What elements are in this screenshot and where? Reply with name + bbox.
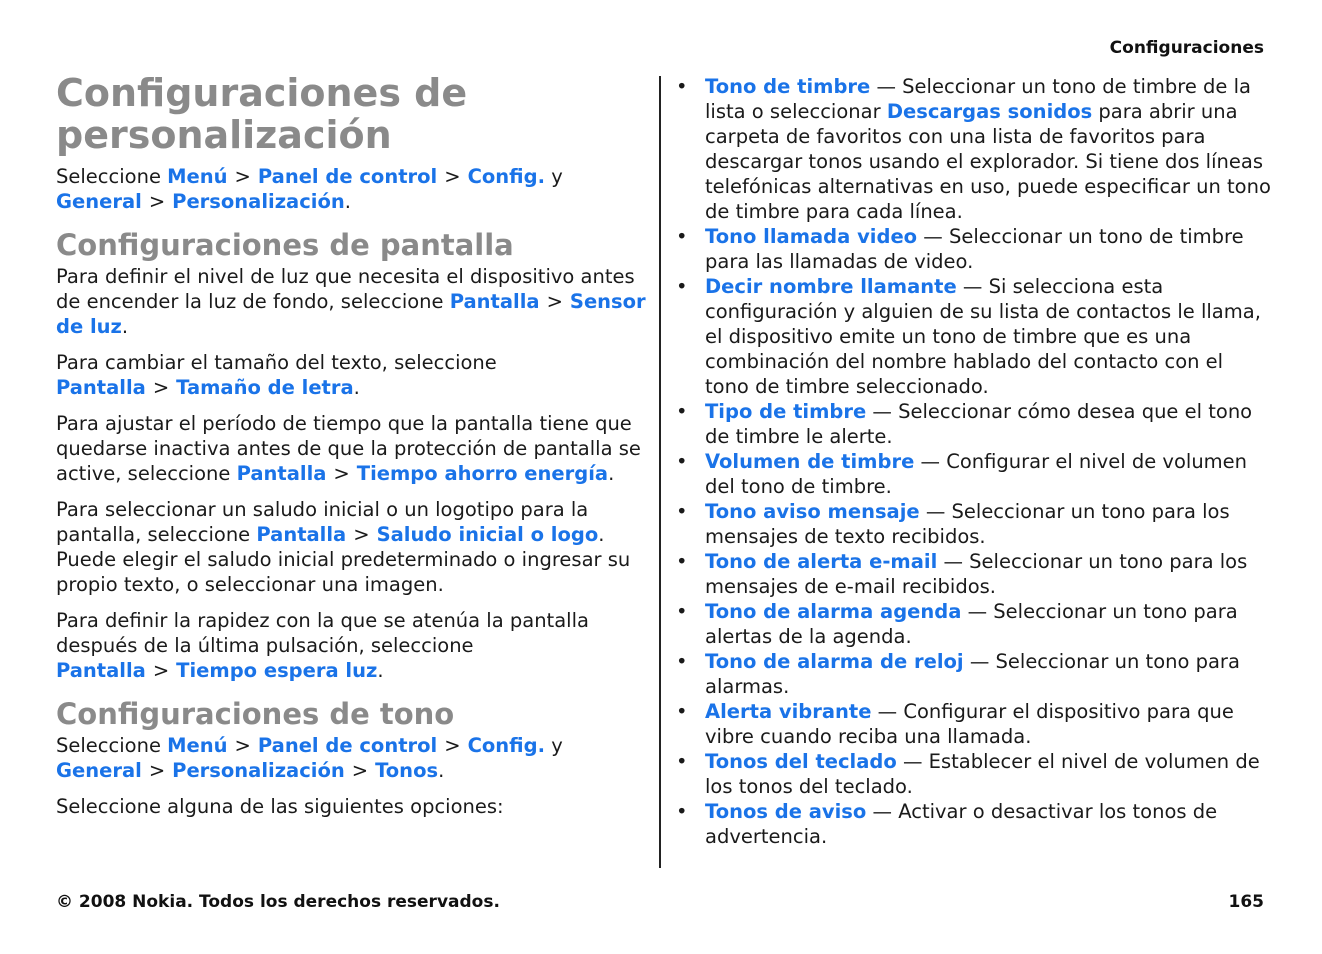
list-item: • Tono de timbre — Seleccionar un tono de timbre de la lista o seleccionar Descargas sonidos para abrir una carpeta de favoritos con una lista de favoritos para descargar tonos usando el explorador. Si tiene dos líneas telefónicas alternativas en uso, puede especificar un tono de timbre para cada línea. [676, 75, 1271, 223]
paragraph-tamano: Para cambiar el tamaño del texto, seleccione Pantalla > Tamaño de letra. [56, 351, 497, 399]
bullet-icon: • [676, 800, 688, 823]
link-descargas-sonidos[interactable]: Descargas sonidos [886, 100, 1093, 123]
link-config[interactable]: Config. [467, 165, 545, 188]
list-item: • Tono aviso mensaje — Seleccionar un tono para los mensajes de texto recibidos. [676, 500, 1230, 548]
option-tono-aviso-mensaje[interactable]: Tono aviso mensaje [705, 500, 920, 523]
footer-copyright: © 2008 Nokia. Todos los derechos reservados. [56, 892, 500, 912]
bullet-icon: • [676, 500, 688, 523]
list-item: • Decir nombre llamante — Si selecciona esta configuración y alguien de su lista de contactos le llama, el dispositivo emite un tono de timbre que es una combinación del nombre hablado del contacto con el tono de timbre seleccionado. [676, 275, 1261, 398]
list-item: • Alerta vibrante — Configurar el dispositivo para que vibre cuando reciba una llamada. [676, 700, 1234, 748]
option-tono-alarma-agenda[interactable]: Tono de alarma agenda [705, 600, 962, 623]
option-alerta-vibrante[interactable]: Alerta vibrante [705, 700, 872, 723]
link-menu[interactable]: Menú [167, 165, 228, 188]
bullet-icon: • [676, 650, 688, 673]
option-decir-nombre-llamante[interactable]: Decir nombre llamante [705, 275, 957, 298]
link-panel-de-control[interactable]: Panel de control [257, 734, 438, 757]
list-item: • Tono de alerta e-mail — Seleccionar un tono para los mensajes de e-mail recibidos. [676, 550, 1248, 598]
paragraph-espera-luz: Para definir la rapidez con la que se atenúa la pantalla después de la última pulsación, seleccione Pantalla > Tiempo espera luz. [56, 609, 589, 682]
section-title-tono: Configuraciones de tono [56, 697, 455, 731]
choose-option-text: Seleccione alguna de las siguientes opciones: [56, 795, 504, 818]
paragraph-sensor: Para definir el nivel de luz que necesita el dispositivo antes de encender la luz de fondo, seleccione Pantalla > Sensor de luz. [56, 265, 646, 338]
paragraph-saludo: Para seleccionar un saludo inicial o un logotipo para la pantalla, seleccione Pantalla > Saludo inicial o logo. Puede elegir el saludo inicial predeterminado o ingresar su propio texto, o seleccionar una imagen. [56, 498, 631, 596]
list-item: • Tono de alarma de reloj — Seleccionar un tono para alarmas. [676, 650, 1240, 698]
link-menu[interactable]: Menú [167, 734, 228, 757]
running-header: Configuraciones [1109, 38, 1264, 58]
tono-path: Seleccione Menú > Panel de control > Config. y General > Personalización > Tonos. [56, 734, 563, 782]
option-tonos-de-aviso[interactable]: Tonos de aviso [705, 800, 867, 823]
list-item: • Volumen de timbre — Configurar el nivel de volumen del tono de timbre. [676, 450, 1248, 498]
link-tiempo-ahorro-energia[interactable]: Tiempo ahorro energía [356, 462, 609, 485]
link-pantalla[interactable]: Pantalla [56, 376, 146, 399]
left-column [56, 72, 646, 819]
column-divider [659, 76, 661, 868]
link-pantalla[interactable]: Pantalla [449, 290, 540, 313]
bullet-icon: • [676, 550, 688, 573]
link-tamano-de-letra[interactable]: Tamaño de letra [176, 376, 354, 399]
bullet-icon: • [676, 225, 688, 248]
link-personalizacion[interactable]: Personalización [172, 759, 345, 782]
bullet-icon: • [676, 75, 688, 98]
page-title: Configuraciones de personalización [56, 71, 468, 157]
bullet-icon: • [676, 750, 688, 773]
option-tonos-del-teclado[interactable]: Tonos del teclado [705, 750, 897, 773]
bullet-icon: • [676, 600, 688, 623]
list-item: • Tonos del teclado — Establecer el nivel de volumen de los tonos del teclado. [676, 750, 1260, 798]
option-tipo-de-timbre[interactable]: Tipo de timbre [705, 400, 867, 423]
tone-options-list [676, 74, 1272, 849]
link-config[interactable]: Config. [467, 734, 545, 757]
link-personalizacion[interactable]: Personalización [172, 190, 345, 213]
option-tono-alerta-email[interactable]: Tono de alerta e-mail [705, 550, 938, 573]
list-item: • Tono de alarma agenda — Seleccionar un tono para alertas de la agenda. [676, 600, 1238, 648]
link-pantalla[interactable]: Pantalla [256, 523, 347, 546]
list-item: • Tono llamada video — Seleccionar un tono de timbre para las llamadas de video. [676, 225, 1244, 273]
page-number: 165 [1228, 892, 1264, 912]
right-column [676, 74, 1272, 849]
link-tonos[interactable]: Tonos [375, 759, 439, 782]
link-general[interactable]: General [56, 190, 142, 213]
option-tono-alarma-reloj[interactable]: Tono de alarma de reloj [705, 650, 964, 673]
link-general[interactable]: General [56, 759, 142, 782]
option-tono-llamada-video[interactable]: Tono llamada video [705, 225, 918, 248]
option-volumen-de-timbre[interactable]: Volumen de timbre [705, 450, 915, 473]
link-tiempo-espera-luz[interactable]: Tiempo espera luz [176, 659, 378, 682]
link-pantalla[interactable]: Pantalla [56, 659, 146, 682]
section-title-pantalla: Configuraciones de pantalla [56, 228, 514, 262]
list-item: • Tonos de aviso — Activar o desactivar los tonos de advertencia. [676, 800, 1218, 848]
intro-path: Seleccione Menú > Panel de control > Config. y General > Personalización. [56, 165, 563, 213]
paragraph-ahorro: Para ajustar el período de tiempo que la pantalla tiene que quedarse inactiva antes de que la protección de pantalla se active, seleccione Pantalla > Tiempo ahorro energía. [56, 412, 641, 485]
link-sensor-de-luz[interactable]: Sensor de luz [56, 290, 646, 338]
option-tono-de-timbre[interactable]: Tono de timbre [705, 75, 871, 98]
bullet-icon: • [676, 700, 688, 723]
list-item: • Tipo de timbre — Seleccionar cómo desea que el tono de timbre le alerte. [676, 400, 1253, 448]
link-pantalla[interactable]: Pantalla [236, 462, 327, 485]
link-panel-de-control[interactable]: Panel de control [257, 165, 438, 188]
bullet-icon: • [676, 450, 688, 473]
bullet-icon: • [676, 275, 688, 298]
bullet-icon: • [676, 400, 688, 423]
link-saludo-inicial[interactable]: Saludo inicial o logo [376, 523, 599, 546]
